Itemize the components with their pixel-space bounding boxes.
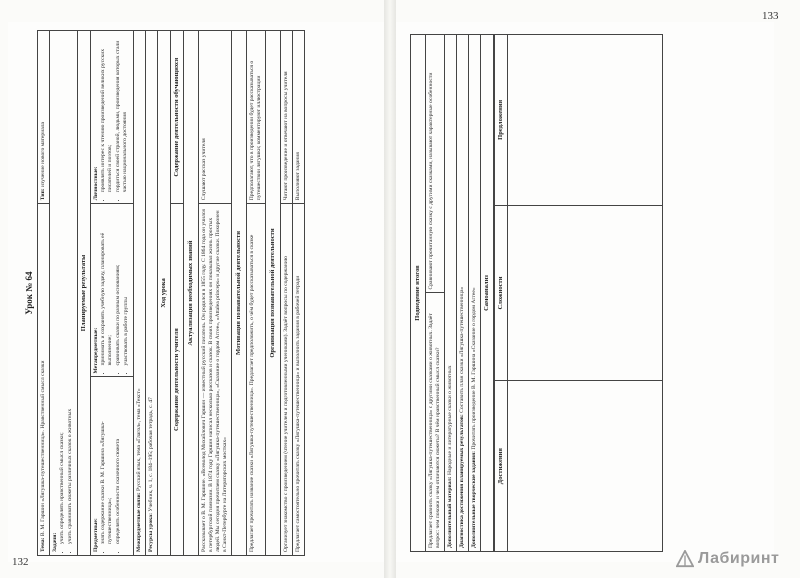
- table-row: [508, 35, 663, 552]
- list-item: • учить сравнивать сюжеты различных сказок о животных: [67, 34, 74, 544]
- personal-results-cell: Личностные: • проявлять интерес к чтению произведений великих русских писателей и поэтов; • гордиться своей страной, людьми, произведения которых стали частью национального достояния: [91, 31, 134, 204]
- table-row: [266, 31, 281, 556]
- student-activity-cell: Предполагают, что в произведении будет рассказываться о путешествии лягушки; комментируют иллюстрации: [247, 31, 266, 204]
- teacher-column-header: Содержание деятельности учителя: [171, 204, 184, 556]
- stage-heading: Подведение итогов: [411, 35, 426, 552]
- tasks-cell: Задачи: • учить определять нравственный смысл сказки; • учить сравнивать сюжеты различных сказок о животных: [49, 31, 77, 556]
- publisher-watermark: [676, 548, 786, 570]
- teacher-activity-cell: Рассказывает о В. М. Гаршине. «Всеволод Михайлович Гаршин — известный русский писатель. Он родился в 1855 году. С 1864 года он учился в петербургской гимназии. В 1874 году Гаршин написал несколько рассказов и сказок. В своих произведениях он показывал жизнь простых людей. Мы сегодня прочитаем сказку «Лягушка-путешественница», «Сказание о гордом Аггее», «Attalea princeps» и другие сказки. Похоронен в Санкт-Петербурге на Литераторских мостках»: [199, 204, 232, 556]
- book-gutter: [384, 0, 396, 578]
- achievements-cell: [508, 381, 663, 552]
- table-row: [281, 31, 293, 556]
- creative-tasks-cell: Дополнительные творческие задания: Прочитать произведение В. М. Гаршина «Сказание о гордом Аггее»: [469, 35, 481, 552]
- diagnostics-cell: Диагностика достижения планируемых результатов: Составить план сказки «Лягушка-путешественница»: [457, 35, 469, 552]
- interdisciplinary-cell: Межпредметные связи: Русский язык, тема «Глагол», тема «Текст»: [133, 31, 145, 556]
- stage-heading: Актуализация необходимых знаний: [184, 31, 199, 556]
- labyrinth-logo-icon: [676, 550, 694, 568]
- table-row: [171, 31, 184, 556]
- list-item: • сравнивать сказки по разным основаниям;: [115, 207, 122, 365]
- student-activity-cell: Выполняют задания: [293, 31, 305, 204]
- table-row: [49, 31, 77, 556]
- table-row: [293, 31, 305, 556]
- stage-heading: Организация познавательной деятельности: [266, 31, 281, 556]
- table-row: [481, 35, 494, 552]
- course-heading: Ход урока: [157, 31, 170, 556]
- self-analysis-table: [494, 34, 663, 552]
- table-row: [77, 31, 90, 556]
- achievements-column-header: Достижения: [495, 381, 508, 552]
- stage-heading: Мотивация познавательной деятельности: [232, 31, 247, 556]
- extra-material-cell: Дополнительный материал: Народные и литературные сказки о животных: [445, 35, 457, 552]
- table-row: [411, 35, 426, 552]
- table-row: [133, 31, 145, 556]
- subject-results-cell: Предметные: • знать содержание сказки В. М. Гаршина «Лягушка-путешественница»; • определять особенности сказочного сюжета: [91, 377, 134, 556]
- table-row: [457, 35, 469, 552]
- teacher-activity-cell: Предлагает прочитать название сказки «Лягушка-путешественница». Предлагает предположить, о чём будет рассказываться в сказке: [247, 204, 266, 556]
- table-row: [91, 31, 134, 556]
- meta-results-cell: Метапредметные: • принимать и сохранять учебную задачу, планировать её выполнение; • сравнивать сказки по разным основаниям; • участвовать в работе группы: [91, 204, 134, 377]
- continuation-table: [410, 34, 494, 552]
- type-cell: Тип: изучение нового материала: [38, 31, 50, 204]
- table-row: [38, 31, 50, 556]
- lesson-plan-table: [37, 30, 305, 556]
- table-row: [247, 31, 266, 556]
- table-row: [426, 35, 445, 552]
- page-number-left: 132: [12, 556, 29, 568]
- publisher-name: Лабиринт: [698, 550, 780, 567]
- list-item: • гордиться своей страной, людьми, произведения которых стали частью национального достояния: [115, 34, 129, 192]
- list-item: • определять особенности сказочного сюжета: [115, 381, 122, 545]
- difficulties-cell: [508, 205, 663, 381]
- students-column-header: Содержание деятельности обучающихся: [171, 31, 184, 204]
- table-row: [445, 35, 457, 552]
- list-item: • знать содержание сказки В. М. Гаршина «Лягушка-путешественница»;: [100, 381, 114, 545]
- table-row: [495, 35, 508, 552]
- tasks-list: [59, 34, 74, 552]
- self-analysis-heading: Самоанализ: [481, 35, 494, 552]
- planned-results-heading: Планируемые результаты: [77, 31, 90, 556]
- teacher-activity-cell: Предлагает самостоятельно прочитать сказку «Лягушка-путешественница» и выполнить задания в рабочей тетради: [293, 204, 305, 556]
- left-page-content: [24, 30, 378, 556]
- table-row: [199, 31, 232, 556]
- table-row: [232, 31, 247, 556]
- lesson-title: Урок № 64: [24, 271, 34, 315]
- student-activity-cell: Читают произведение и отвечают на вопросы учителя: [281, 31, 293, 204]
- teacher-activity-cell: Организует знакомство с произведением (чтение учителем и подготовленными учениками). Задаёт вопросы по содержанию: [281, 204, 293, 556]
- suggestions-column-header: Предложения: [495, 35, 508, 206]
- table-row: [157, 31, 170, 556]
- table-row: [469, 35, 481, 552]
- list-item: • участвовать в работе группы: [123, 207, 130, 365]
- teacher-activity-cell: Предлагает сравнить сказку «Лягушка-путешественница» с другими сказками о животных. Задаёт вопрос: чем похожи и чем отличаются сюжеты? В чём нравственный смысл сказки?: [426, 293, 445, 552]
- student-activity-cell: Слушают рассказ учителя: [199, 31, 232, 204]
- list-item: • учить определять нравственный смысл сказки;: [59, 34, 66, 544]
- right-page-content: [410, 34, 756, 552]
- list-item: • принимать и сохранять учебную задачу, планировать её выполнение;: [100, 207, 114, 365]
- page-number-right: 133: [762, 10, 779, 22]
- table-row: [145, 31, 157, 556]
- difficulties-column-header: Сложности: [495, 205, 508, 381]
- student-activity-cell: Сравнивают прочитанную сказку с другими сказками, называют характерные особенности: [426, 35, 445, 294]
- list-item: • проявлять интерес к чтению произведений великих русских писателей и поэтов;: [100, 34, 114, 192]
- resources-cell: Ресурсы урока: Учебник, ч. 1, с. 184–195; рабочая тетрадь, с. 47: [145, 31, 157, 556]
- table-row: [184, 31, 199, 556]
- suggestions-cell: [508, 35, 663, 206]
- theme-cell: Тема: В. М. Гаршин «Лягушка-путешественница». Нравственный смысл сказки: [38, 204, 50, 556]
